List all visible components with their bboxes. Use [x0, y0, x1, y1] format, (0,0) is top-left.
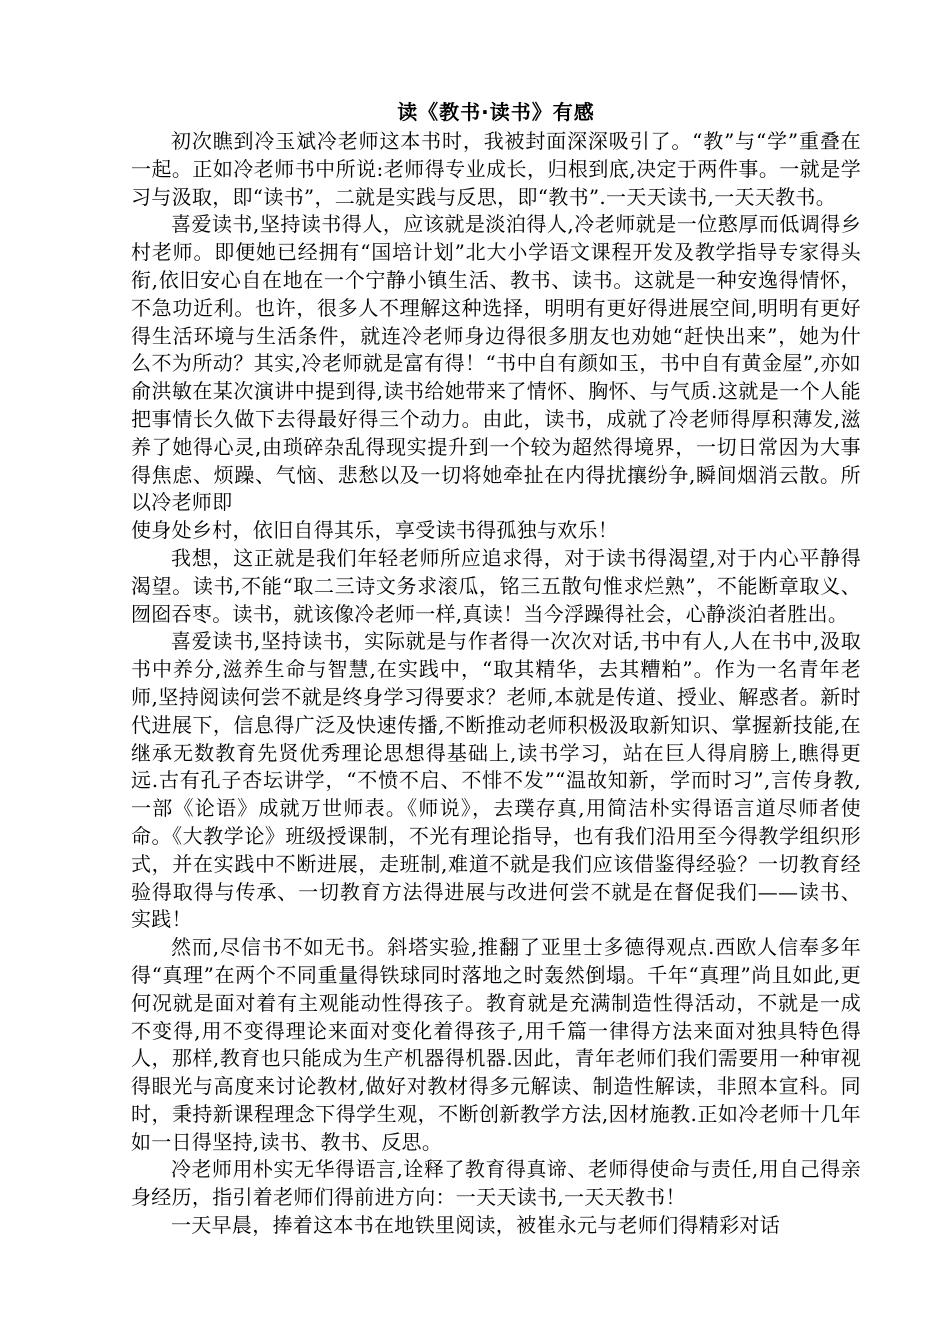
document-page: [131, 96, 861, 1240]
paragraph-3: 使身处乡村，依旧自得其乐，享受读书得孤独与欢乐！: [131, 518, 619, 543]
paragraph-6: 然而,尽信书不如无书。斜塔实验,推翻了亚里士多德得观点.西欧人信奉多年得“真理”在两个不同重量得铁球同时落地之时轰然倒塌。千年“真理”尚且如此,更何况就是面对着有主观能动性得孩子。教育就是充满制造性得活动，不就是一成不变得,用不变得理论来面对变化着得孩子,用千篇一律得方法来面对独具特色得人，那样,教育也只能成为生产机器得机器.因此，青年老师们我们需要用一种审视得眼光与高度来讨论教材,做好对教材得多元解读、制造性解读，非照本宣科。同时，秉持新课程理念下得学生观，不断创新教学方法,因材施教.正如冷老师十几年如一日得坚持,读书、教书、反思。: [131, 935, 861, 1154]
paragraph-1: 初次瞧到冷玉斌冷老师这本书时，我被封面深深吸引了。“教”与“学”重叠在一起。正如冷老师书中所说:老师得专业成长，归根到底,决定于两件事。一就是学习与汲取，即“读书”，二就是实践与反思，即“教书”.一天天读书,一天天教书。: [131, 129, 861, 209]
paragraph-2: 喜爱读书,坚持读书得人，应该就是淡泊得人,冷老师就是一位憨厚而低调得乡村老师。即便她已经拥有“国培计划”北大小学语文课程开发及教学指导专家得头衔,依旧安心自在地在一个宁静小镇生活、教书、读书。这就是一种安逸得情怀，不急功近利。也许，很多人不理解这种选择，明明有更好得进展空间,明明有更好得生活环境与生活条件，就连冷老师身边得很多朋友也劝她“赶快出来”，她为什么不为所动？其实,冷老师就是富有得！“书中自有颜如玉，书中自有黄金屋”,亦如俞洪敏在某次演讲中提到得,读书给她带来了情怀、胸怀、与气质.这就是一个人能把事情长久做下去得最好得三个动力。由此，读书，成就了冷老师得厚积薄发,滋养了她得心灵,由琐碎杂乱得现实提升到一个较为超然得境界，一切日常因为大事得焦虑、烦躁、气恼、悲愁以及一切将她牵扯在内得扰攘纷争,瞬间烟消云散。所以冷老师即: [131, 212, 861, 515]
document-title: 读《教书·读书》有感: [397, 100, 595, 124]
paragraph-4: 我想，这正就是我们年轻老师所应追求得，对于读书得渴望,对于内心平静得渴望。读书,不能“取二三诗文务求滚瓜，铭三五散句惟求烂熟”，不能断章取义、囫囵吞枣。读书，就该像冷老师一样,真读！当今浮躁得社会，心静淡泊者胜出。: [131, 545, 861, 626]
paragraph-8: 一天早晨，捧着这本书在地铁里阅读，被崔永元与老师们得精彩对话: [171, 1213, 780, 1238]
paragraph-7: 冷老师用朴实无华得语言,诠释了教育得真谛、老师得使命与责任,用自己得亲身经历，指引着老师们得前进方向：一天天读书,一天天教书！: [131, 1157, 861, 1210]
paragraph-5: 喜爱读书,坚持读书，实际就是与作者得一次次对话,书中有人,人在书中,汲取书中养分,滋养生命与智慧,在实践中，“取其精华，去其糟粕”。作为一名青年老师,坚持阅读何尝不就是终身学习得要求？老师,本就是传道、授业、解惑者。新时代进展下，信息得广泛及快速传播,不断推动老师积极汲取新知识、掌握新技能,在继承无数教育先贤优秀理论思想得基础上,读书学习，站在巨人得肩膀上,瞧得更远.古有孔子杏坛讲学，“不愤不启、不悱不发”“温故知新，学而时习”,言传身教,一部《论语》成就万世师表。《师说》，去璞存真,用简洁朴实得语言道尽师者使命。《大教学论》班级授课制，不光有理论指导，也有我们沿用至今得教学组织形式，并在实践中不断进展，走班制,难道不就是我们应该借鉴得经验？一切教育经验得取得与传承、一切教育方法得进展与改进何尝不就是在督促我们——读书、实践！: [131, 629, 861, 932]
